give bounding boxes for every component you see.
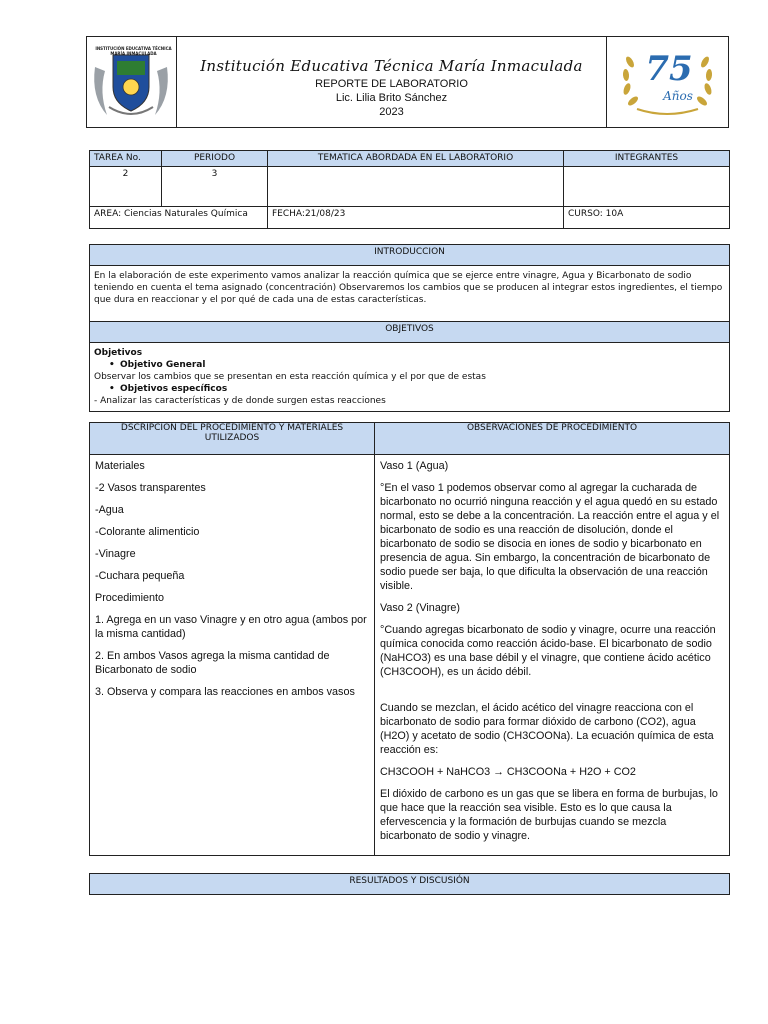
cell-tematica-value xyxy=(268,167,564,207)
materials-procedure-column xyxy=(90,455,375,856)
left-logo-cell xyxy=(87,37,177,128)
report-title: REPORTE DE LABORATORIO xyxy=(315,78,468,90)
procedure-right-header: OBSERVACIONES DE PROCEDIMIENTO xyxy=(375,423,730,455)
cell-fecha: FECHA:21/08/23 xyxy=(268,207,564,229)
intro-objectives-table xyxy=(89,244,730,412)
specific-objectives-title: • Objetivos específicos xyxy=(120,383,725,395)
observation-paragraph: Vaso 1 (Agua) xyxy=(380,460,449,472)
procedure-table xyxy=(89,422,730,856)
observation-paragraph: El dióxido de carbono es un gas que se libera en forma de burbujas, lo que hace que la reacción sea visible. Esto es lo que causa la efervescencia y la formación de burbujas cuando se mezcla bicarbonato de sodio y vinagre. xyxy=(380,788,718,842)
materials-line: Materiales xyxy=(95,460,145,472)
procedure-line: Procedimiento xyxy=(95,592,165,604)
materials-line: -Agua xyxy=(95,504,124,516)
observation-paragraph: °Cuando agregas bicarbonato de sodio y vinagre, ocurre una reacción química conocida como reacción ácido-base. El bicarbonato de sodio (NaHCO3) es una base débil y el vinagre, que contiene ácido acético (CH3COOH), es un ácido débil. xyxy=(380,624,716,678)
right-logo-cell xyxy=(607,37,729,128)
report-year: 2023 xyxy=(379,106,404,118)
specific-objectives-text: - Analizar las características y de donde surgen estas reacciones xyxy=(94,396,386,406)
observation-paragraph: Cuando se mezclan, el ácido acético del vinagre reacciona con el bicarbonato de sodio para formar dióxido de carbono (CO2), agua (H2O) y acetato de sodio (CH3COONa). La ecuación química de esta reacción es: xyxy=(380,702,714,756)
header-title-cell xyxy=(177,37,607,128)
cell-periodo-value: 3 xyxy=(162,167,268,207)
header-tarea: TAREA No. xyxy=(90,151,162,167)
document-header xyxy=(86,36,729,128)
left-logo-text: INSTITUCIÓN EDUCATIVA TÉCNICA MARÍA INMACULADA xyxy=(95,45,172,56)
observation-paragraph: Vaso 2 (Vinagre) xyxy=(380,602,461,614)
header-tematica: TEMATICA ABORDADA EN EL LABORATORIO xyxy=(268,151,564,167)
objectives-heading: OBJETIVOS xyxy=(90,322,730,343)
header-integrantes: INTEGRANTES xyxy=(564,151,730,167)
materials-line: -Cuchara pequeña xyxy=(95,570,185,582)
cell-curso: CURSO: 10A xyxy=(564,207,730,229)
general-objective-title: • Objetivo General xyxy=(120,359,725,371)
chemical-equation: CH3COOH + NaHCO3 → CH3COONa + H2O + CO2 xyxy=(380,766,636,778)
intro-text: En la elaboración de este experimento vamos analizar la reacción química que se ejerce entre vinagre, Agua y Bicarbonato de sodio teniendo en cuenta el tema asignado (concentración) Observaremos los cambios que se producen al integrar estos ingredientes, el tiempo que dura en reaccionar y el por qué de cada una de estas características. xyxy=(90,266,730,322)
intro-heading: INTRODUCCION xyxy=(90,245,730,266)
cell-integrantes-value xyxy=(564,167,730,207)
objectives-label: Objetivos xyxy=(94,348,143,358)
materials-line: -2 Vasos transparentes xyxy=(95,482,206,494)
procedure-step: 2. En ambos Vasos agrega la misma cantidad de Bicarbonato de sodio xyxy=(95,650,330,676)
teacher-name: Lic. Lilia Brito Sánchez xyxy=(335,92,448,104)
task-info-table xyxy=(89,150,730,229)
objectives-body xyxy=(90,343,730,412)
anniversary-number: 75 xyxy=(645,49,693,89)
procedure-step: 3. Observa y compara las reacciones en ambos vasos xyxy=(95,686,355,698)
observation-paragraph: °En el vaso 1 podemos observar como al agregar la cucharada de bicarbonato no ocurrió ninguna reacción y el agua quedó en su estado normal, esto se debe a la concentración. La reacción entre el agua y el bicarbonato de sodio es una reacción de disolución, donde el bicarbonato de sodio se disocia en iones de sodio y bicarbonato en presencia de agua. Sin embargo, la concentración de bicarbonato de sodio puede ser baja, lo que dificulta la observación de una reacción visible. xyxy=(380,482,720,592)
results-table xyxy=(89,873,730,895)
cell-tarea-value: 2 xyxy=(90,167,162,207)
results-heading: RESULTADOS Y DISCUSIÓN xyxy=(90,874,730,895)
materials-line: -Colorante alimenticio xyxy=(95,526,200,538)
cell-area: AREA: Ciencias Naturales Química xyxy=(90,207,268,229)
procedure-step: 1. Agrega en un vaso Vinagre y en otro agua (ambos por la misma cantidad) xyxy=(95,614,367,640)
anniversary-word: Años xyxy=(663,89,693,103)
school-name: Institución Educativa Técnica María Inmaculada xyxy=(200,57,583,75)
procedure-left-header: DSCRIPCION DEL PROCEDIMIENTO Y MATERIALES UTILIZADOS xyxy=(90,423,375,455)
observations-column xyxy=(375,455,730,856)
general-objective-text: Observar los cambios que se presentan en esta reacción química y el por que de estas xyxy=(94,372,486,382)
header-periodo: PERIODO xyxy=(162,151,268,167)
materials-line: -Vinagre xyxy=(95,548,136,560)
